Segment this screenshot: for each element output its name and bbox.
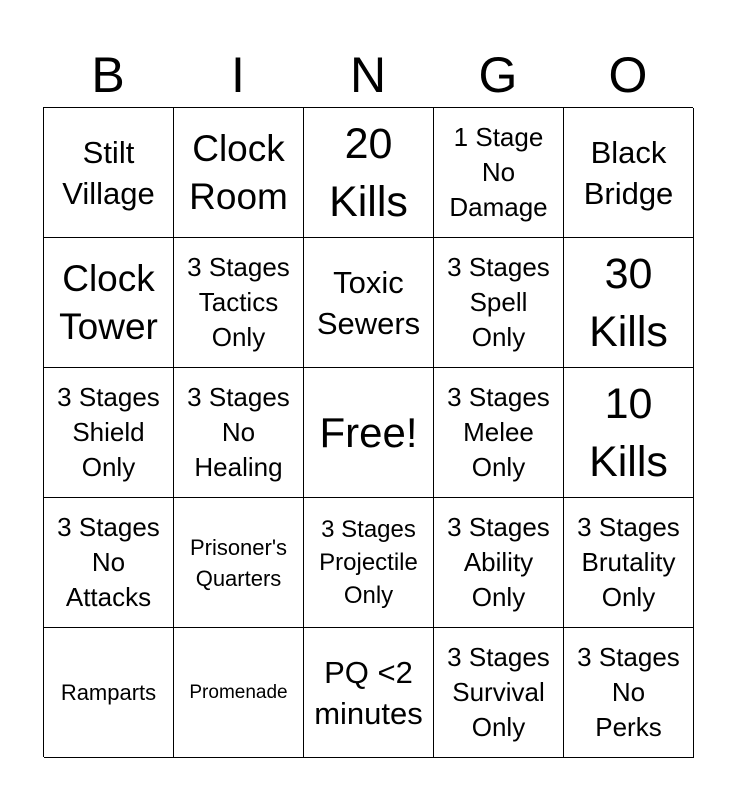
bingo-cell-r5c4[interactable]: [434, 628, 564, 758]
cell-text: 20 Kills: [329, 119, 408, 226]
cell-text: Clock Room: [189, 127, 288, 217]
bingo-cell-r3c1[interactable]: [44, 368, 174, 498]
cell-text: 1 Stage No Damage: [449, 122, 548, 222]
bingo-cell-r2c5[interactable]: [564, 238, 694, 368]
bingo-cell-r2c3[interactable]: [304, 238, 434, 368]
header-letter-b: B: [91, 47, 125, 103]
bingo-cell-r1c3[interactable]: [304, 108, 434, 238]
cell-text: Prisoner's Quarters: [189, 534, 288, 591]
bingo-board: [43, 107, 693, 757]
cell-text: Stilt Village: [62, 134, 155, 211]
cell-text: 3 Stages Tactics Only: [187, 252, 290, 352]
free-space-text: Free!: [319, 408, 418, 456]
cell-text: 3 Stages Ability Only: [447, 512, 550, 612]
cell-text: 3 Stages No Healing: [187, 382, 290, 482]
bingo-cell-r1c4[interactable]: [434, 108, 564, 238]
bingo-cell-r1c2[interactable]: [174, 108, 304, 238]
cell-text: 3 Stages Spell Only: [447, 252, 550, 352]
bingo-cell-r5c1[interactable]: [44, 628, 174, 758]
bingo-cell-r4c3[interactable]: [304, 498, 434, 628]
bingo-cell-r4c5[interactable]: [564, 498, 694, 628]
cell-text: 3 Stages Survival Only: [447, 642, 550, 742]
cell-text: Promenade: [189, 681, 288, 703]
header-letter-n: N: [349, 47, 387, 103]
bingo-cell-r4c1[interactable]: [44, 498, 174, 628]
cell-text: 10 Kills: [589, 379, 668, 486]
bingo-cell-r3c2[interactable]: [174, 368, 304, 498]
cell-text: PQ <2 minutes: [314, 654, 423, 731]
bingo-cell-r2c1[interactable]: [44, 238, 174, 368]
cell-text: 3 Stages Melee Only: [447, 382, 550, 482]
cell-text: Ramparts: [60, 680, 157, 705]
header-letter-i: I: [231, 47, 245, 103]
bingo-cell-r2c4[interactable]: [434, 238, 564, 368]
cell-text: 3 Stages No Perks: [577, 642, 680, 742]
bingo-cell-r1c1[interactable]: [44, 108, 174, 238]
bingo-header: [43, 40, 693, 110]
header-letter-o: O: [608, 47, 648, 103]
bingo-cell-r5c3[interactable]: [304, 628, 434, 758]
bingo-cell-r3c4[interactable]: [434, 368, 564, 498]
cell-text: Black Bridge: [583, 134, 674, 211]
header-letter-g: G: [478, 47, 518, 103]
bingo-cell-r4c4[interactable]: [434, 498, 564, 628]
bingo-cell-r1c5[interactable]: [564, 108, 694, 238]
bingo-cell-r4c2[interactable]: [174, 498, 304, 628]
cell-text: 3 Stages Brutality Only: [577, 512, 680, 612]
cell-text: 30 Kills: [589, 249, 668, 356]
cell-text: 3 Stages Projectile Only: [319, 516, 418, 609]
cell-text: 3 Stages No Attacks: [57, 512, 160, 612]
bingo-cell-free[interactable]: [304, 368, 434, 498]
bingo-cell-r5c5[interactable]: [564, 628, 694, 758]
bingo-cell-r3c5[interactable]: [564, 368, 694, 498]
cell-text: Toxic Sewers: [316, 264, 421, 341]
bingo-cell-r2c2[interactable]: [174, 238, 304, 368]
cell-text: Clock Tower: [59, 257, 158, 347]
cell-text: 3 Stages Shield Only: [57, 382, 160, 482]
bingo-cell-r5c2[interactable]: [174, 628, 304, 758]
